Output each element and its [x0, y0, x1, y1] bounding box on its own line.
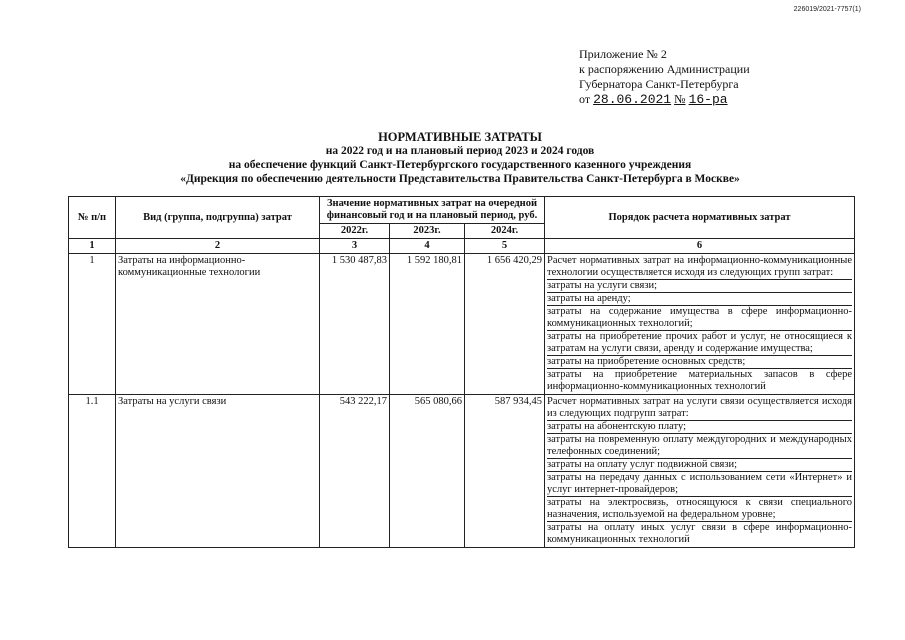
row-value-2024: 587 934,45 — [465, 395, 545, 548]
column-number: 1 — [69, 239, 116, 254]
header-kind: Вид (группа, подгруппа) затрат — [116, 197, 320, 239]
column-number: 3 — [320, 239, 390, 254]
calc-line: затраты на электросвязь, относящуюся к связи специального назначения, используемой на федеральном уровне; — [547, 497, 852, 520]
order-number: 16-ра — [688, 92, 728, 107]
header-year-2023: 2023г. — [390, 224, 465, 239]
row-num: 1 — [69, 254, 116, 395]
order-date: 28.06.2021 — [593, 92, 672, 107]
header-order: Порядок расчета нормативных затрат — [545, 197, 855, 239]
row-num: 1.1 — [69, 395, 116, 548]
norm-costs-table — [68, 196, 855, 548]
header-num: № п/п — [69, 197, 116, 239]
document-title — [80, 130, 840, 186]
row-name: Затраты на услуги связи — [116, 395, 320, 548]
calc-line: затраты на приобретение материальных запасов в сфере информационно-коммуникационных технологий — [547, 369, 852, 392]
row-calc-order — [545, 254, 855, 395]
calc-line: затраты на содержание имущества в сфере информационно-коммуникационных технологий; — [547, 306, 852, 329]
calc-line: затраты на передачу данных с использованием сети «Интернет» и услуг интернет-провайдеров; — [547, 472, 852, 495]
calc-line: затраты на приобретение прочих работ и услуг, не относящиеся к затратам на услуги связи, аренду и содержание имущества; — [547, 331, 852, 354]
number-label: № — [674, 92, 686, 106]
column-number-row — [69, 239, 855, 254]
calc-line: Расчет нормативных затрат на информационно-коммуникационные технологии осуществляется исходя из следующих групп затрат: — [547, 255, 852, 278]
appendix-date-line — [579, 92, 799, 107]
header-year-2022: 2022г. — [320, 224, 390, 239]
calc-line: затраты на приобретение основных средств; — [547, 355, 852, 368]
row-value-2022: 543 222,17 — [320, 395, 390, 548]
column-number: 4 — [390, 239, 465, 254]
header-value: Значение нормативных затрат на очередной финансовый год и на плановый период, руб. — [320, 197, 545, 224]
row-value-2023: 1 592 180,81 — [390, 254, 465, 395]
title-line: на 2022 год и на плановый период 2023 и 2024 годов — [325, 145, 595, 157]
document-registration-id: 226019/2021-7757(1) — [793, 6, 861, 13]
appendix-line: Губернатора Санкт-Петербурга — [579, 77, 739, 91]
calc-line: затраты на абонентскую плату; — [547, 420, 852, 433]
calc-line: затраты на оплату услуг подвижной связи; — [547, 458, 852, 471]
header-year-2024: 2024г. — [465, 224, 545, 239]
row-value-2024: 1 656 420,29 — [465, 254, 545, 395]
appendix-line: к распоряжению Администрации — [579, 62, 750, 76]
appendix-line: Приложение № 2 — [579, 47, 667, 61]
calc-line: затраты на услуги связи; — [547, 279, 852, 292]
from-label: от — [579, 92, 591, 106]
calc-line: затраты на повременную оплату междугородних и международных телефонных соединений; — [547, 434, 852, 457]
column-number: 6 — [545, 239, 855, 254]
table-row — [69, 254, 855, 395]
column-number: 5 — [465, 239, 545, 254]
calc-line: Расчет нормативных затрат на услуги связи осуществляется исходя из следующих подгрупп затрат: — [547, 396, 852, 419]
table-row — [69, 395, 855, 548]
appendix-block — [579, 47, 799, 107]
title-line: «Дирекция по обеспечению деятельности Представительства Правительства Санкт-Петербурга в Москве» — [180, 173, 740, 185]
title-main: НОРМАТИВНЫЕ ЗАТРАТЫ — [378, 130, 542, 144]
calc-line: затраты на оплату иных услуг связи в сфере информационно-коммуникационных технологий — [547, 522, 852, 545]
row-value-2023: 565 080,66 — [390, 395, 465, 548]
calc-line: затраты на аренду; — [547, 292, 852, 305]
row-value-2022: 1 530 487,83 — [320, 254, 390, 395]
row-calc-order — [545, 395, 855, 548]
title-line: на обеспечение функций Санкт-Петербургского государственного казенного учреждения — [228, 159, 692, 171]
column-number: 2 — [116, 239, 320, 254]
row-name: Затраты на информационно-коммуникационные технологии — [116, 254, 320, 395]
